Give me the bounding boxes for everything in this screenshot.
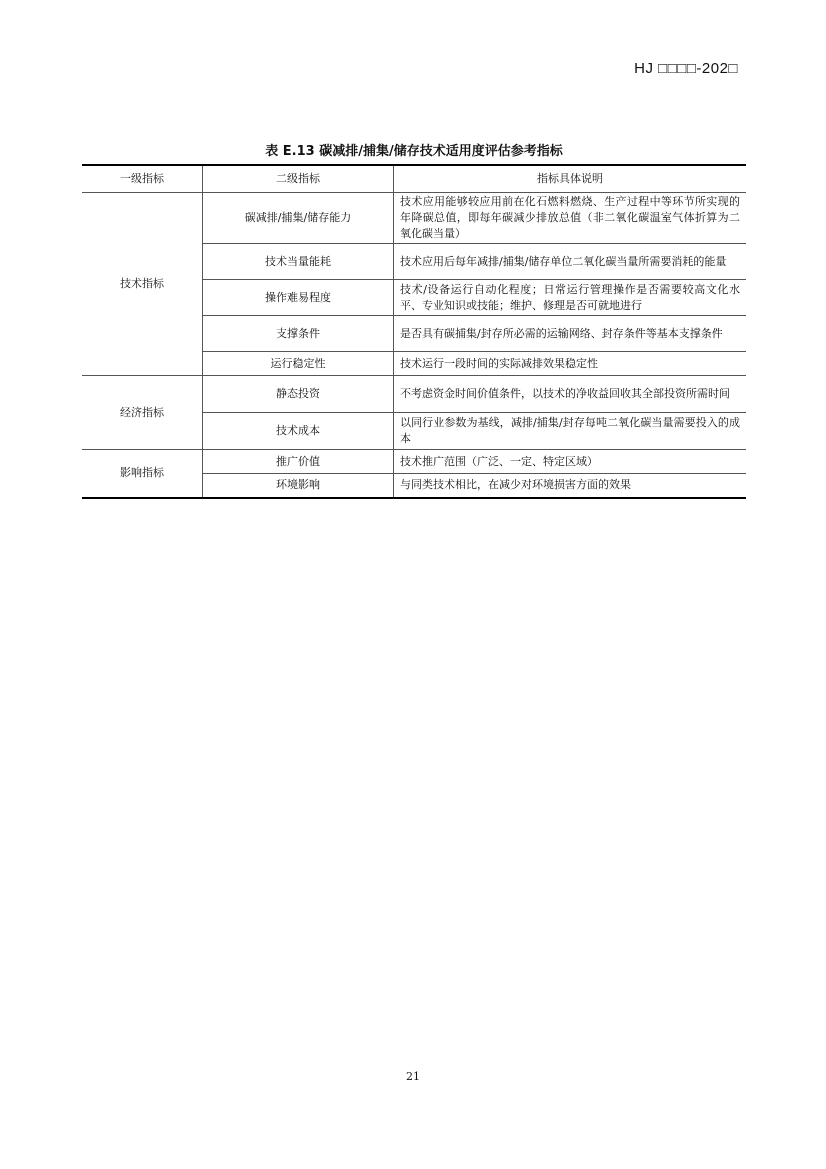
- document-code: HJ □□□□-202□: [634, 60, 738, 77]
- table-row: [82, 193, 746, 244]
- indicator-description: 是否具有碳捕集/封存所必需的运输网络、封存条件等基本支撑条件: [394, 316, 747, 352]
- group-impact: 影响指标: [82, 450, 203, 498]
- indicator-description: 以同行业参数为基线，减排/捕集/封存每吨二氧化碳当量需要投入的成本: [394, 413, 747, 450]
- group-technical: 技术指标: [82, 193, 203, 376]
- reference-indicator-table: [82, 164, 746, 499]
- sub-indicator: 静态投资: [203, 376, 394, 413]
- sub-indicator: 运行稳定性: [203, 352, 394, 376]
- indicator-description: 技术/设备运行自动化程度；日常运行管理操作是否需要较高文化水平、专业知识或技能；维护、修理是否可就地进行: [394, 280, 747, 316]
- indicator-description: 与同类技术相比，在减少对环境损害方面的效果: [394, 474, 747, 498]
- table-caption: 表 E.13 碳减排/捕集/储存技术适用度评估参考指标: [265, 144, 563, 159]
- table-header-row: [82, 165, 746, 193]
- sub-indicator: 推广价值: [203, 450, 394, 474]
- indicator-description: 不考虑资金时间价值条件，以技术的净收益回收其全部投资所需时间: [394, 376, 747, 413]
- page-number: 21: [406, 1070, 420, 1083]
- group-economic: 经济指标: [82, 376, 203, 450]
- indicator-description: 技术应用后每年减排/捕集/储存单位二氧化碳当量所需要消耗的能量: [394, 244, 747, 280]
- column-header-description: 指标具体说明: [394, 165, 747, 193]
- column-header-level2: 二级指标: [203, 165, 394, 193]
- sub-indicator: 技术成本: [203, 413, 394, 450]
- sub-indicator: 技术当量能耗: [203, 244, 394, 280]
- column-header-level1: 一级指标: [82, 165, 203, 193]
- indicator-description: 技术推广范围（广泛、一定、特定区域）: [394, 450, 747, 474]
- indicator-description: 技术运行一段时间的实际减排效果稳定性: [394, 352, 747, 376]
- sub-indicator: 支撑条件: [203, 316, 394, 352]
- table-row: [82, 450, 746, 474]
- sub-indicator: 碳减排/捕集/储存能力: [203, 193, 394, 244]
- sub-indicator: 环境影响: [203, 474, 394, 498]
- indicator-description: 技术应用能够较应用前在化石燃料燃烧、生产过程中等环节所实现的年降碳总值，即每年碳减少排放总值（非二氧化碳温室气体折算为二氧化碳当量）: [394, 193, 747, 244]
- sub-indicator: 操作难易程度: [203, 280, 394, 316]
- table-row: [82, 376, 746, 413]
